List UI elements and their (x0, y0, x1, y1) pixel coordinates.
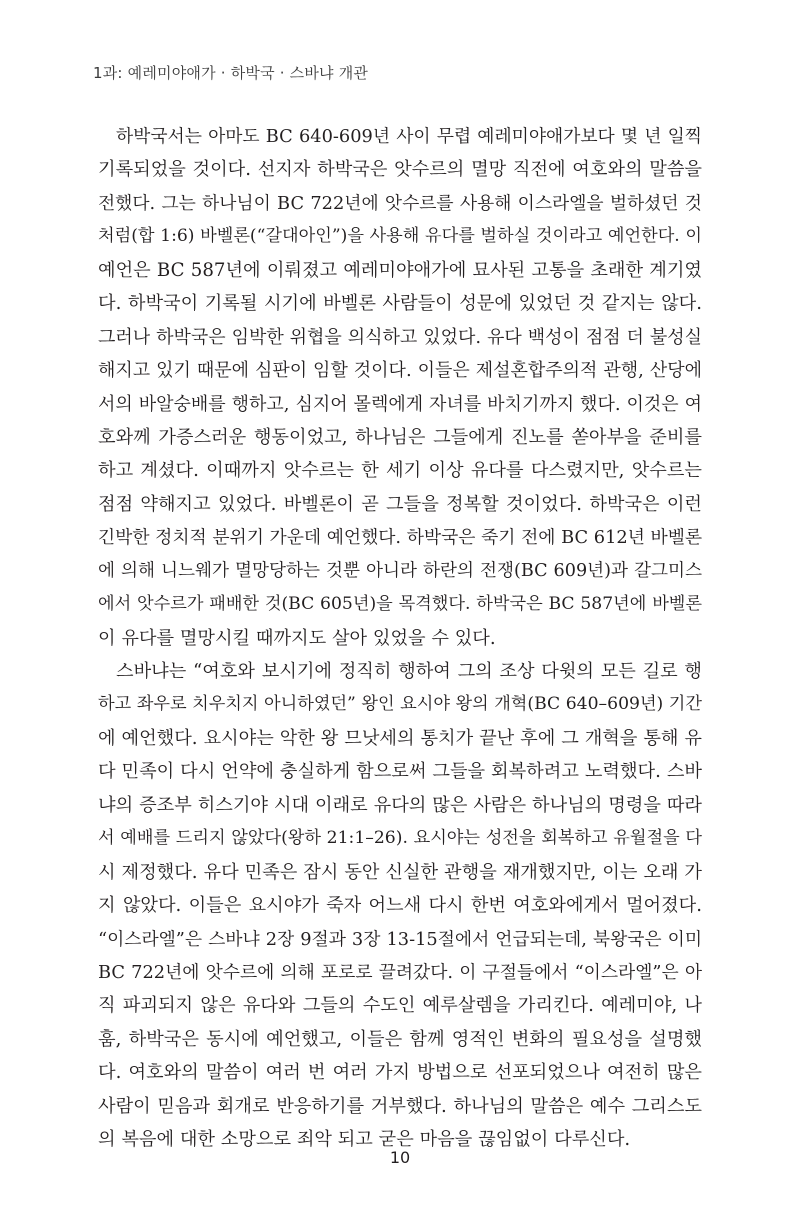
text-line: 다 민족이 다시 언약에 충실하게 함으로써 그들을 회복하려고 노력했다. 스바 (98, 761, 702, 783)
text-line: 긴박한 정치적 분위기 가운데 예언했다. 하박국은 죽기 전에 BC 612년 바벨론 (98, 527, 703, 549)
text-line: 서 예배를 드리지 않았다(왕하 21:1–26). 요시야는 성전을 회복하고 유월절을 다 (98, 828, 702, 849)
text-line: 지 않았다. 이들은 요시야가 죽자 어느새 다시 한번 여호와에게서 멀어졌다. (98, 895, 702, 917)
paragraph-zephaniah (98, 655, 702, 1157)
text-line: 시 제정했다. 유다 민족은 잠시 동안 신실한 관행을 재개했지만, 이는 오래 가 (98, 861, 702, 883)
text-line: “이스라엘”은 스바냐 2장 9절과 3장 13-15절에서 언급되는데, 북왕국은 이미 (98, 928, 702, 950)
text-line: 스바냐는 “여호와 보시기에 정직히 행하여 그의 조상 다윗의 모든 길로 행 (116, 661, 702, 682)
text-line: 냐의 증조부 히스기야 시대 이래로 유다의 많은 사람은 하나님의 명령을 따라 (98, 794, 702, 816)
page-number: 10 (389, 1148, 411, 1167)
paragraph-habakkuk (98, 120, 702, 655)
text-line: 이 유다를 멸망시킬 때까지도 살아 있었을 수 있다. (98, 627, 496, 649)
text-line: 해지고 있기 때문에 심판이 임할 것이다. 이들은 제설혼합주의적 관행, 산당에 (98, 360, 702, 382)
text-line: 직 파괴되지 않은 유다와 그들의 수도인 예루살렘을 가리킨다. 예레미야, 나 (98, 995, 702, 1017)
text-line: BC 722년에 앗수르에 의해 포로로 끌려갔다. 이 구절들에서 “이스라엘”은 아 (98, 961, 702, 983)
body-text (98, 120, 702, 1157)
text-line: 호와께 가증스러운 행동이었고, 하나님은 그들에게 진노를 쏟아부을 준비를 (98, 426, 702, 448)
text-line: 전했다. 그는 하나님이 BC 722년에 앗수르를 사용해 이스라엘을 벌하셨던 것 (98, 192, 702, 214)
text-line: 예언은 BC 587년에 이뤄졌고 예레미야애가에 묘사된 고통을 초래한 계기였 (98, 259, 702, 281)
text-line: 하박국서는 아마도 BC 640-609년 사이 무렵 예레미야애가보다 몇 년 일찍 (116, 126, 702, 147)
text-line: 다. 하박국이 기록될 시기에 바벨론 사람들이 성문에 있었던 것 같지는 않다. (98, 293, 702, 315)
text-line: 에서 앗수르가 패배한 것(BC 605년)을 목격했다. 하박국은 BC 587년에 바벨론 (98, 594, 702, 615)
text-line: 서의 바알숭배를 행하고, 심지어 몰렉에게 자녀를 바치기까지 했다. 이것은 여 (98, 393, 702, 415)
text-line: 처럼(합 1:6) 바벨론(“갈대아인”)을 사용해 유다를 벌하실 것이라고 예언한다. 이 (98, 226, 702, 247)
text-line: 다. 여호와의 말씀이 여러 번 여러 가지 방법으로 선포되었으나 여전히 많은 (98, 1062, 702, 1084)
running-head: 1과: 예레미야애가 · 하박국 · 스바냐 개관 (93, 64, 369, 82)
text-line: 하고 좌우로 치우치지 아니하였던” 왕인 요시야 왕의 개혁(BC 640–609년) 기간 (98, 694, 702, 715)
text-line: 훔, 하박국은 동시에 예언했고, 이들은 함께 영적인 변화의 필요성을 설명했 (98, 1028, 702, 1050)
text-line: 그러나 하박국은 임박한 위협을 의식하고 있었다. 유다 백성이 점점 더 불성실 (98, 326, 702, 348)
text-line: 의 복음에 대한 소망으로 죄악 되고 굳은 마음을 끊임없이 다루신다. (98, 1129, 631, 1151)
text-line: 하고 계셨다. 이때까지 앗수르는 한 세기 이상 유다를 다스렸지만, 앗수르는 (98, 460, 702, 482)
text-line: 에 의해 니느웨가 멸망당하는 것뿐 아니라 하란의 전쟁(BC 609년)과 갈그미스 (98, 560, 702, 581)
text-line: 사람이 믿음과 회개로 반응하기를 거부했다. 하나님의 말씀은 예수 그리스도 (98, 1095, 702, 1117)
text-line: 기록되었을 것이다. 선지자 하박국은 앗수르의 멸망 직전에 여호와의 말씀을 (98, 159, 702, 181)
text-line: 점점 약해지고 있었다. 바벨론이 곧 그들을 정복할 것이었다. 하박국은 이런 (98, 493, 702, 515)
text-line: 에 예언했다. 요시야는 악한 왕 므낫세의 통치가 끝난 후에 그 개혁을 통해 유 (98, 727, 702, 749)
